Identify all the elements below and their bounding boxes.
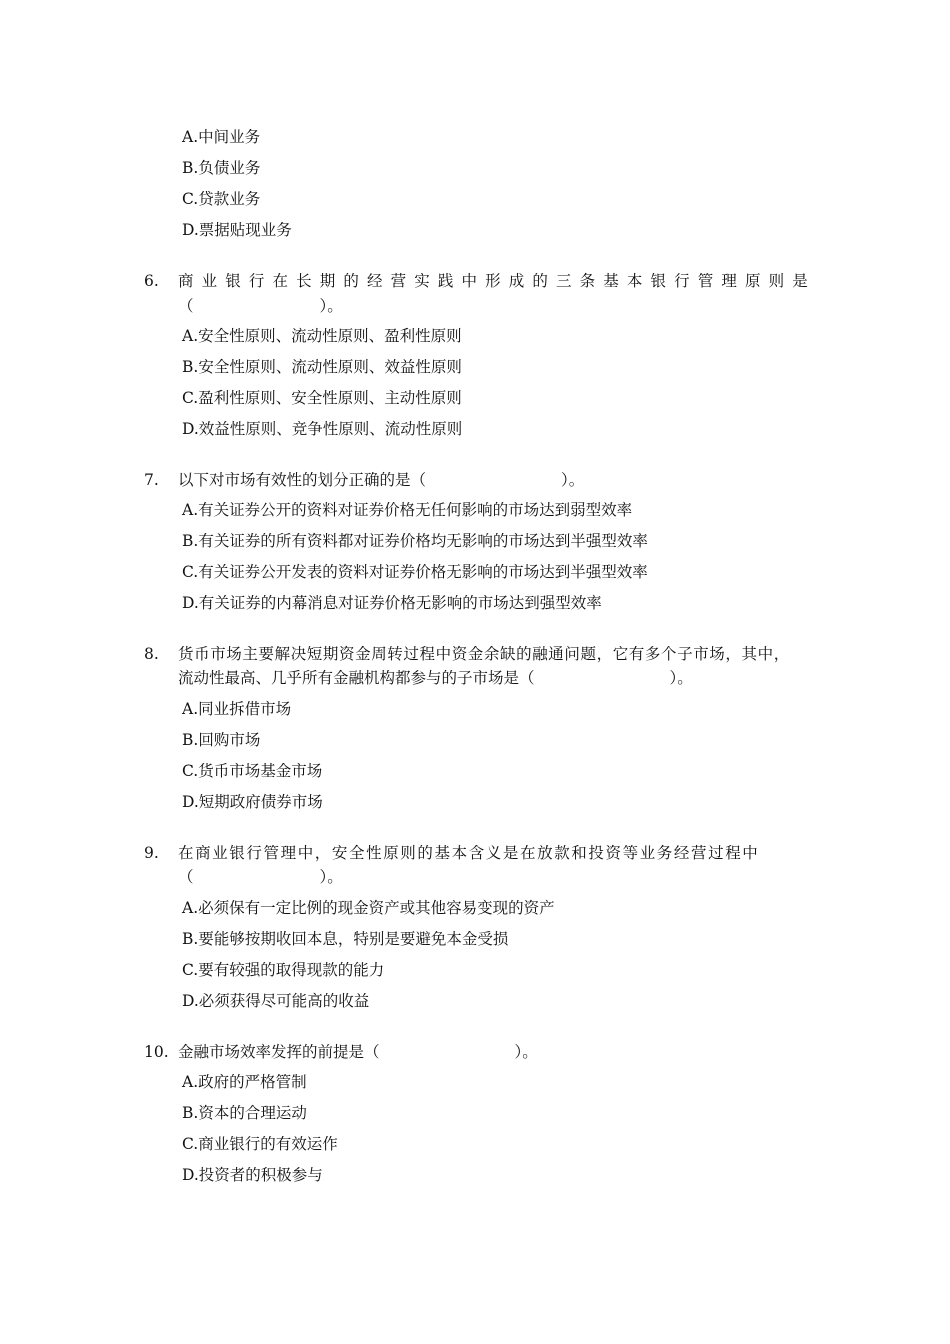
q5-option-c: C.贷款业务 (182, 190, 261, 208)
q7-stem (178, 470, 584, 490)
q7-option-a: A.有关证券公开的资料对证券价格无任何影响的市场达到弱型效率 (182, 501, 633, 519)
q6-stem-char: 长 (296, 272, 312, 290)
q6-option-b: B.安全性原则、流动性原则、效益性原则 (182, 358, 462, 376)
q5-option-d: D.票据贴现业务 (182, 221, 292, 239)
q6-stem-char: 实 (414, 272, 430, 290)
q8-option-a: A.同业拆借市场 (182, 700, 292, 718)
q9-stem-line2 (178, 867, 343, 887)
q6-stem-char: 成 (508, 272, 525, 290)
q9-option-a: A.必须保有一定比例的现金资产或其他容易变现的资产 (182, 899, 555, 917)
q6-stem-char: 的 (343, 272, 359, 290)
q6-stem-char: 条 (579, 272, 596, 290)
q6-stem-char: 中 (461, 272, 478, 290)
q10-close-paren: ）。 (514, 1043, 538, 1061)
q6-stem-char: 经 (367, 272, 383, 290)
q6-stem-char: 行 (674, 272, 690, 290)
q10-number: 10. (144, 1043, 169, 1061)
q10-option-c: C.商业银行的有效运作 (182, 1135, 338, 1153)
q9-option-c: C.要有较强的取得现款的能力 (182, 961, 385, 979)
q6-stem-char: 基 (603, 272, 619, 290)
q7-stem-text: 以下对市场有效性的划分正确的是（ (178, 471, 427, 489)
q6-stem-char: 期 (319, 272, 336, 290)
q8-close-paren: ）。 (669, 669, 693, 687)
q6-stem-char: 商 (178, 272, 194, 290)
q7-option-c: C.有关证券公开发表的资料对证券价格无影响的市场达到半强型效率 (182, 563, 648, 581)
q8-option-c: C.货币市场基金市场 (182, 762, 323, 780)
q6-stem-char: 银 (225, 272, 241, 290)
q6-stem-line2 (178, 296, 343, 316)
q6-stem-char: 营 (390, 272, 407, 290)
q6-stem-char: 践 (437, 272, 454, 290)
q6-option-c: C.盈利性原则、安全性原则、主动性原则 (182, 389, 462, 407)
q6-stem-char: 行 (248, 272, 265, 290)
q6-stem-char: 则 (768, 272, 785, 290)
q6-stem-char: 银 (650, 272, 667, 290)
q9-close-paren: ）。 (319, 868, 343, 886)
q10-option-b: B.资本的合理运动 (182, 1104, 307, 1122)
q6-stem-char: 原 (745, 272, 761, 290)
q6-close-paren: ）。 (319, 297, 343, 315)
q6-open-paren: （ (178, 297, 194, 315)
q9-option-d: D.必须获得尽可能高的收益 (182, 992, 370, 1010)
q6-option-d: D.效益性原则、竞争性原则、流动性原则 (182, 420, 463, 438)
q6-stem-char: 理 (721, 272, 737, 290)
q8-number: 8. (144, 645, 159, 663)
q7-option-d: D.有关证券的内幕消息对证券价格无影响的市场达到强型效率 (182, 594, 602, 612)
q10-stem-text: 金融市场效率发挥的前提是（ (178, 1043, 380, 1061)
q7-number: 7. (144, 471, 159, 489)
q9-open-paren: （ (178, 868, 194, 886)
q9-option-b: B.要能够按期收回本息，特别是要避免本金受损 (182, 930, 509, 948)
q6-option-a: A.安全性原则、流动性原则、盈利性原则 (182, 327, 462, 345)
q6-stem-char: 形 (485, 272, 501, 290)
q5-option-b: B.负债业务 (182, 159, 261, 177)
q7-option-b: B.有关证券的所有资料都对证券价格均无影响的市场达到半强型效率 (182, 532, 648, 550)
q8-option-b: B.回购市场 (182, 731, 261, 749)
q10-option-d: D.投资者的积极参与 (182, 1166, 323, 1184)
q8-stem-line2 (178, 668, 693, 688)
q6-stem-char: 本 (626, 272, 643, 290)
q8-stem-text: 流动性最高、几乎所有金融机构都参与的子市场是（ (178, 669, 535, 687)
q8-stem-line1: 货币市场主要解决短期资金周转过程中资金余缺的融通问题，它有多个子市场，其中， (178, 645, 790, 663)
q6-stem-char: 三 (556, 272, 572, 290)
q6-stem-char: 管 (697, 272, 714, 290)
q8-option-d: D.短期政府债券市场 (182, 793, 323, 811)
q10-stem (178, 1042, 538, 1062)
q6-stem-char: 在 (272, 272, 289, 290)
q9-number: 9. (144, 844, 159, 862)
q9-stem-line1: 在商业银行管理中，安全性原则的基本含义是在放款和投资等业务经营过程中 (178, 844, 760, 862)
q6-stem-line1 (178, 271, 808, 291)
q7-close-paren: ）。 (561, 471, 585, 489)
q10-option-a: A.政府的严格管制 (182, 1073, 307, 1091)
q6-number: 6. (144, 272, 159, 290)
q5-option-a: A.中间业务 (182, 128, 261, 146)
q6-stem-char: 业 (201, 272, 218, 290)
q6-stem-char: 是 (792, 272, 808, 290)
q6-stem-char: 的 (532, 272, 548, 290)
